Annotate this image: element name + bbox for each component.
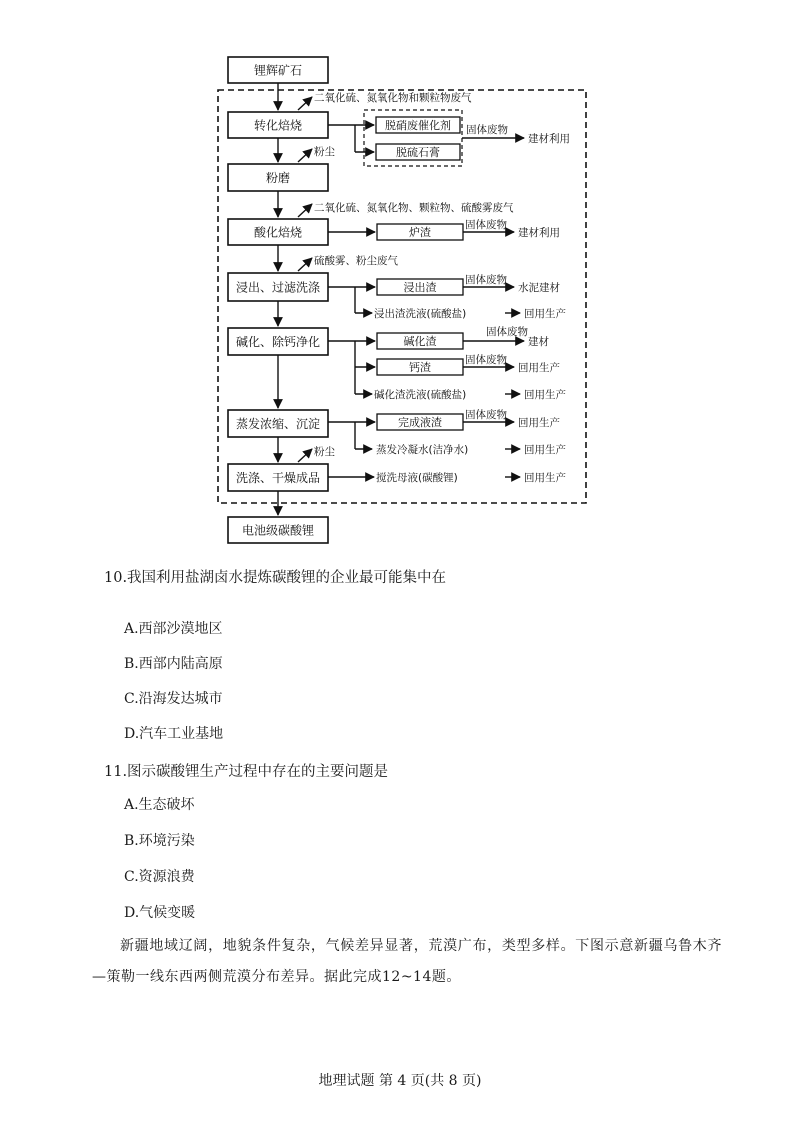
q10-option-c: C.沿海发达城市	[124, 691, 223, 707]
q11-option-b: B.环境污染	[124, 833, 195, 849]
mother-liquor-label: 搅洗母液(碳酸锂)	[376, 472, 458, 484]
condensate-label: 蒸发冷凝水(洁净水)	[376, 444, 469, 456]
q10-option-a: A.西部沙漠地区	[124, 621, 223, 637]
end-label: 电池级碳酸锂	[241, 523, 315, 538]
gypsum-label: 脱硫石膏	[396, 146, 440, 159]
reuse-label-4: 回用生产	[518, 417, 560, 429]
start-label: 锂辉矿石	[253, 63, 303, 78]
solid-waste-label-6: 固体废物	[465, 409, 507, 421]
alkali-wash-label: 碱化渣洗液(硫酸盐)	[374, 389, 467, 401]
q11-option-c: C.资源浪费	[124, 869, 195, 885]
step-6-label: 蒸发浓缩、沉淀	[235, 417, 321, 431]
step-2-label: 粉磨	[265, 171, 291, 185]
step-3-label: 酸化焙烧	[253, 225, 303, 240]
reuse-label-1: 回用生产	[524, 308, 566, 320]
final-slag-label: 完成液渣	[398, 416, 442, 429]
q10-option-d: D.汽车工业基地	[124, 726, 224, 742]
cement-label: 水泥建材	[518, 282, 560, 294]
solid-waste-label-4: 固体废物	[486, 326, 528, 338]
solid-waste-label-2: 固体废物	[465, 219, 507, 231]
calcium-slag-label: 钙渣	[409, 361, 431, 374]
building-label: 建材	[528, 336, 549, 348]
solid-waste-label-3: 固体废物	[465, 274, 507, 286]
step-4-label: 浸出、过滤洗涤	[235, 280, 321, 295]
reuse-label-3: 回用生产	[524, 389, 566, 401]
emission-3: 二氧化硫、氮氧化物、颗粒物、硫酸雾废气	[314, 202, 514, 214]
emission-5: 粉尘	[314, 446, 335, 458]
emission-4: 硫酸雾、粉尘废气	[314, 255, 398, 267]
question-10-stem: 10.我国利用盐湖卤水提炼碳酸锂的企业最可能集中在	[104, 570, 447, 586]
furnace-slag-label: 炉渣	[409, 226, 431, 239]
leach-slag-label: 浸出渣	[403, 281, 437, 294]
emission-1: 二氧化硫、氮氧化物和颗粒物废气	[314, 92, 472, 104]
q10-option-b: B.西部内陆高原	[124, 656, 223, 672]
catalyst-label: 脱硝废催化剂	[385, 119, 451, 132]
passage-text: 新疆地域辽阔，地貌条件复杂，气候差异显著，荒漠广布，类型多样。下图示意新疆乌鲁木齐—策勒一线东西两侧荒漠分布差异。据此完成12~14题。	[92, 938, 722, 985]
reuse-label-6: 回用生产	[524, 472, 566, 484]
page-footer: 地理试题 第 4 页(共 8 页)	[318, 1073, 482, 1089]
emission-2: 粉尘	[314, 146, 335, 158]
building-use-label-2: 建材利用	[518, 227, 560, 239]
building-use-label-1: 建材利用	[528, 133, 570, 145]
solid-waste-label-1: 固体废物	[466, 124, 508, 136]
alkali-slag-label: 碱化渣	[403, 335, 437, 348]
process-flow-diagram	[0, 0, 800, 560]
reuse-label-5: 回用生产	[524, 444, 566, 456]
step-1-label: 转化焙烧	[253, 118, 303, 133]
q11-option-a: A.生态破坏	[124, 797, 195, 813]
q11-option-d: D.气候变暖	[124, 905, 196, 921]
step-7-label: 洗涤、干燥成品	[235, 471, 321, 485]
step-5-label: 碱化、除钙净化	[235, 335, 321, 349]
question-11-stem: 11.图示碳酸锂生产过程中存在的主要问题是	[104, 764, 389, 780]
solid-waste-label-5: 固体废物	[465, 354, 507, 366]
reuse-label-2: 回用生产	[518, 362, 560, 374]
leach-wash-label: 浸出渣洗液(硫酸盐)	[374, 308, 467, 320]
